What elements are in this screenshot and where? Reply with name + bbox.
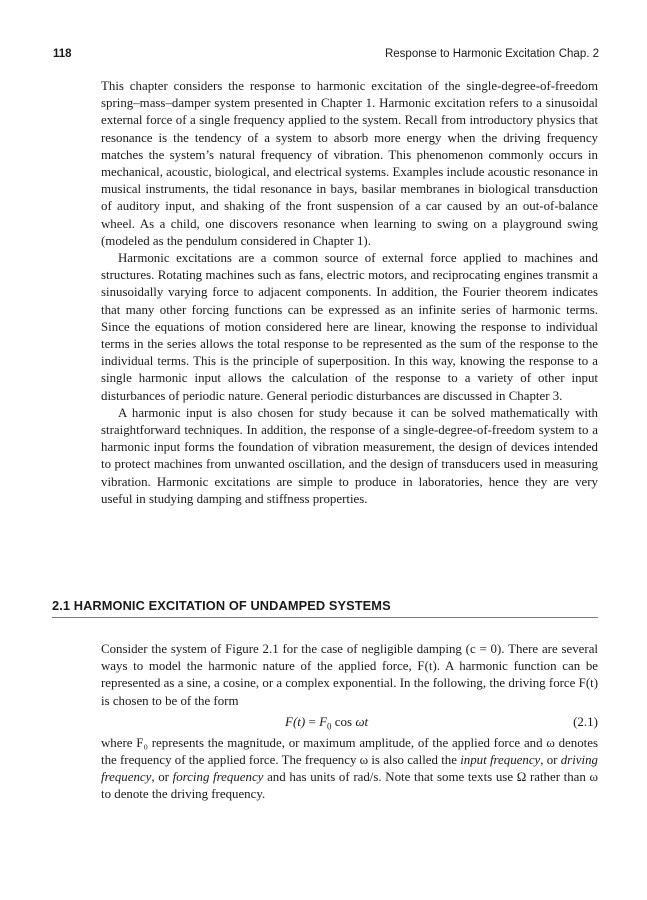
running-title: Response to Harmonic Excitation — [384, 48, 555, 60]
intro-paragraph-3: A harmonic input is also chosen for study because it can be solved mathematically with straightforward techniques. In addition, the response of a single-degree-of-freedom system to a harmonic input forms the foundation of vibration measurement, the design of devices intended to protect machines from unwanted oscillation, and the design of transducers used in measuring vibration. Harmonic excitations are simple to produce in laboratories, hence they are very useful in studying damping and stiffness properties. — [101, 405, 598, 506]
equation-equals: = — [308, 713, 316, 729]
term-driving-frequency: driving frequency — [101, 753, 598, 785]
section-heading: 2.1 HARMONIC EXCITATION OF UNDAMPED SYSTEMS — [52, 598, 598, 618]
separator-2: , or — [151, 770, 169, 785]
equation-argument: ωt — [355, 713, 369, 729]
section-paragraph-1: Consider the system of Figure 2.1 for the case of negligible damping (c = 0). There are several ways to model the harmonic nature of the applied force, F(t). A harmonic function can be represented as a sine, a cosine, or a complex exponential. In the following, the driving force F(t) is chosen to be of the form — [101, 642, 598, 708]
page-number: 118 — [53, 48, 72, 60]
chapter-label: Chap. 2 — [558, 48, 599, 60]
running-header — [53, 48, 599, 64]
equation-body — [285, 714, 368, 732]
intro-text — [101, 78, 598, 508]
equation-lhs: F(t) — [285, 713, 306, 729]
term-forcing-frequency: forcing frequency — [172, 770, 264, 785]
equation-2-1 — [101, 712, 598, 734]
equation-rhs-subscript: 0 — [327, 721, 332, 732]
section-text — [101, 641, 598, 804]
equation-trig: cos — [334, 713, 353, 729]
equation-number: (2.1) — [573, 713, 598, 729]
term-input-frequency: input frequency — [460, 753, 541, 768]
intro-paragraph-1: This chapter considers the response to harmonic excitation of the single-degree-of-freedom spring–mass–damper system presented in Chapter 1. Harmonic excitation refers to a sinusoidal external force of a single frequency applied to the system. Recall from introductory physics that resonance is the tendency of a system to absorb more energy when the driving frequency matches the system’s natural frequency of vibration. This phenomenon commonly occurs in mechanical, acoustic, biological, and electrical systems. Examples include acoustic resonance in musical instruments, the tidal resonance in bays, basilar membranes in biological transduction of auditory input, and shaking of the front suspension of a car caused by an out-of-balance wheel. As a child, one discovers resonance when learning to swing on a playground swing (modeled as the pendulum considered in Chapter 1). — [101, 79, 598, 248]
equation-rhs-symbol: F — [319, 713, 328, 729]
intro-paragraph-2: Harmonic excitations are a common source of external force applied to machines and structures. Rotating machines such as fans, electric motors, and reciprocating engines transmit a sinusoidally varying force to adjacent components. In addition, the Fourier theorem indicates that many other forcing functions can be expressed as an infinite series of harmonic terms. Since the equations of motion considered here are linear, knowing the response to individual terms in the series allows the total response to be represented as the sum of the response to the individual terms. This is the principle of superposition. In this way, knowing the response to a single harmonic input allows the calculation of the response to a variety of other input disturbances of periodic nature. General periodic disturbances are discussed in Chapter 3. — [101, 251, 598, 403]
paragraph-lead: where F₀ represents the magnitude, or maximum amplitude, of the applied force and ω denotes the frequency of the applied force. The frequency ω is also called the — [101, 735, 598, 768]
paragraph-tail: and has units of rad/s. Note that some texts use Ω rather than ω to denote the driving frequency. — [101, 770, 598, 802]
section-paragraph-2 — [101, 735, 598, 804]
separator-1: , or — [540, 753, 558, 768]
